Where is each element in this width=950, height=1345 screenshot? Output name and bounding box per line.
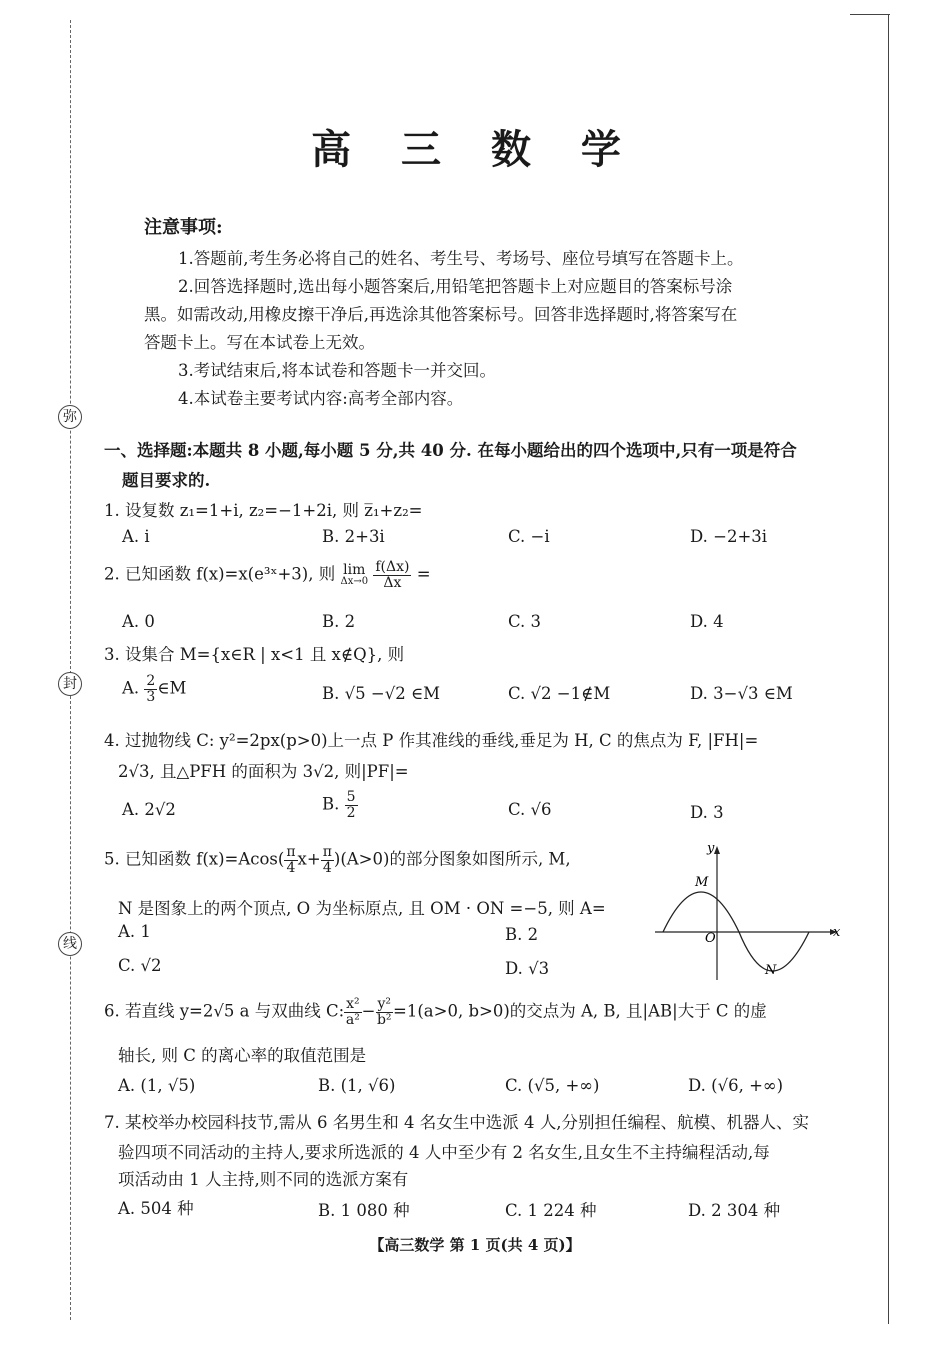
q5-option-c: C. √2: [118, 956, 162, 975]
question-7-stem-cont: 项活动由 1 人主持,则不同的选派方案有: [118, 1170, 409, 1189]
q6-option-d: D. (√6, +∞): [688, 1076, 784, 1095]
q4-b-num: 5: [346, 789, 356, 805]
q5-frac1-den: 4: [286, 859, 296, 876]
q3-option-b: B. √5 −√2 ∈M: [322, 684, 441, 703]
question-6-stem-cont: 轴长, 则 C 的离心率的取值范围是: [118, 1046, 367, 1065]
q5-frac2-num: π: [322, 844, 332, 860]
q5-option-d: D. √3: [505, 959, 550, 978]
binding-mark-xian: 线: [58, 932, 82, 956]
note-line: 2.回答选择题时,选出每小题答案后,用铅笔把答题卡上对应题目的答案标号涂: [178, 277, 733, 296]
q4-option-a: A. 2√2: [122, 800, 176, 819]
page-border-top: [850, 14, 890, 15]
q1-option-d: D. −2+3i: [690, 527, 768, 546]
q4-option-d: D. 3: [690, 803, 724, 822]
q6-f2-den: b²: [376, 1011, 392, 1028]
question-2-stem: [104, 560, 431, 590]
section-heading-cont: 题目要求的.: [122, 471, 211, 490]
question-6-stem: 6. 若直线 y=2√5 a 与双曲线 C: $\frac{\text{x²}}{\text{a²}}$ − $\frac{\text{y²}}{\text{b²}}$ =1(a>0, b>0)的交点为 A, B, 且|AB|大于 C 的虚: [104, 996, 767, 1028]
section-heading: 一、选择题:本题共 8 小题,每小题 5 分,共 40 分. 在每小题给出的四个选项中,只有一项是符合: [104, 441, 797, 460]
q7-option-a: A. 504 种: [118, 1199, 194, 1218]
question-5-stem-cont: N 是图象上的两个顶点, O 为坐标原点, 且 OM · ON =−5, 则 A=: [118, 899, 606, 918]
graph-label-o: O: [705, 931, 716, 946]
q6-option-a: A. (1, √5): [118, 1076, 196, 1095]
q3-option-a-frac: [144, 674, 157, 704]
q1-option-c: C. −i: [508, 527, 550, 546]
question-1-stem: 1. 设复数 z₁=1+i, z₂=−1+2i, 则 z̅₁+z₂=: [104, 501, 423, 520]
q5-frac-1: [284, 845, 297, 875]
note-line: 黑。如需改动,用橡皮擦干净后,再选涂其他答案标号。回答非选择题时,将答案写在: [144, 305, 738, 324]
page-title: 高 三 数 学: [311, 126, 639, 173]
q3-option-d: D. 3−√3 ∈M: [690, 684, 793, 703]
q3-option-a: [122, 674, 186, 704]
q7-option-d: D. 2 304 种: [688, 1201, 781, 1220]
q4-b-den: 2: [346, 804, 356, 821]
q7-option-c: C. 1 224 种: [505, 1201, 597, 1220]
q5-frac1-num: π: [286, 844, 296, 860]
q6-option-b: B. (1, √6): [318, 1076, 396, 1095]
binding-dashed-line: [70, 20, 71, 1320]
q2-option-c: C. 3: [508, 612, 542, 631]
q5-frac2-den: 4: [322, 859, 332, 876]
q5-frac-2: [321, 845, 334, 875]
q6-stem-pre: 6. 若直线 y=2√5 a 与双曲线 C:: [104, 1001, 345, 1021]
page-border-right: [888, 14, 889, 1324]
q4-option-c: C. √6: [508, 800, 552, 819]
q6-option-c: C. (√5, +∞): [505, 1076, 600, 1095]
q4-option-b-label: B.: [322, 794, 340, 814]
q2-frac-num: f(Δx): [375, 559, 410, 575]
question-7-stem-cont: 验四项不同活动的主持人,要求所选派的 4 人中至少有 2 名女生,且女生不主持编程活动,每: [118, 1143, 770, 1162]
q4-option-b: [322, 790, 358, 820]
q5-option-a: A. 1: [118, 922, 151, 941]
q2-lim-sub: Δx→0: [340, 576, 369, 588]
q3-a-den: 3: [146, 688, 156, 705]
q3-a-num: 2: [146, 673, 156, 689]
question-7-stem: 7. 某校举办校园科技节,需从 6 名男生和 4 名女生中选派 4 人,分别担任编程、航模、机器人、实: [104, 1113, 809, 1132]
cosine-graph: [655, 840, 845, 985]
q7-option-b: B. 1 080 种: [318, 1201, 410, 1220]
q2-limit: [340, 563, 368, 588]
question-3-stem: 3. 设集合 M={x∈R | x<1 且 x∉Q}, 则: [104, 645, 405, 664]
binding-mark-mi: 弥: [58, 405, 82, 429]
q1-option-b: B. 2+3i: [322, 527, 385, 546]
q2-stem-pre: 2. 已知函数 f(x)=x(e³ˣ+3), 则: [104, 564, 336, 584]
q3-option-a-label: A.: [122, 678, 140, 698]
q2-option-b: B. 2: [322, 612, 356, 631]
q6-f1-num: x²: [346, 996, 360, 1012]
note-line: 4.本试卷主要考试内容:高考全部内容。: [178, 389, 464, 408]
q6-frac-2: [376, 997, 394, 1027]
notes-heading: 注意事项:: [144, 217, 223, 238]
y-axis-arrow-icon: [714, 846, 720, 854]
q1-option-a: A. i: [122, 527, 150, 546]
q2-option-d: D. 4: [690, 612, 724, 631]
q5-stem-post: )(A>0)的部分图象如图所示, M,: [333, 849, 571, 869]
graph-label-y: y: [707, 841, 715, 856]
graph-label-m: M: [695, 875, 709, 890]
note-line: 1.答题前,考生务必将自己的姓名、考生号、考场号、座位号填写在答题卡上。: [178, 249, 744, 268]
q6-f2-num: y²: [377, 996, 392, 1012]
q2-fraction: [373, 560, 411, 590]
graph-label-x: x: [833, 925, 841, 940]
q5-option-b: B. 2: [505, 925, 539, 944]
q6-frac-1: [344, 997, 362, 1027]
q6-stem-post: =1(a>0, b>0)的交点为 A, B, 且|AB|大于 C 的虚: [393, 1001, 767, 1021]
q2-frac-den: Δx: [383, 574, 402, 591]
graph-label-n: N: [765, 963, 777, 978]
q6-f1-den: a²: [345, 1011, 360, 1028]
q2-option-a: A. 0: [122, 612, 155, 631]
question-5-stem: [104, 845, 571, 875]
binding-mark-feng: 封: [58, 672, 82, 696]
question-4-stem: 4. 过抛物线 C: y²=2px(p>0)上一点 P 作其准线的垂线,垂足为 H, C 的焦点为 F, |FH|=: [104, 731, 759, 750]
q3-a-post: ∈M: [157, 678, 187, 698]
q2-lim-word: lim: [343, 561, 366, 578]
note-line: 答题卡上。写在本试卷上无效。: [144, 333, 375, 352]
q3-option-c: C. √2 −1∉M: [508, 684, 611, 703]
q2-stem-post: =: [416, 564, 431, 584]
q5-stem-x: x+: [297, 849, 321, 869]
note-line: 3.考试结束后,将本试卷和答题卡一并交回。: [178, 361, 496, 380]
q4-option-b-frac: [345, 790, 358, 820]
question-4-stem-cont: 2√3, 且△PFH 的面积为 3√2, 则|PF|=: [118, 762, 409, 781]
q5-stem-pre: 5. 已知函数 f(x)=Acos(: [104, 849, 285, 869]
page-footer: 【高三数学 第 1 页(共 4 页)】: [369, 1236, 581, 1254]
